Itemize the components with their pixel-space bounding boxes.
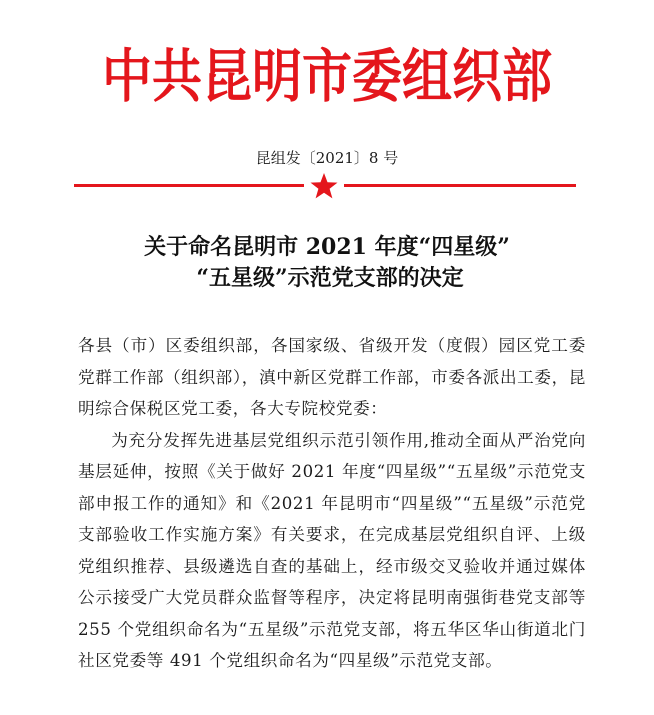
title-line-1: 关于命名昆明市 2021 年度“四星级” bbox=[144, 234, 510, 260]
issuer-masthead: 中共昆明市委组织部 bbox=[102, 41, 552, 110]
document-body bbox=[78, 330, 586, 677]
red-star-icon bbox=[309, 172, 339, 200]
document-title bbox=[0, 232, 654, 294]
red-divider bbox=[0, 170, 654, 200]
salutation: 各县（市）区委组织部，各国家级、省级开发（度假）园区党工委党群工作部（组织部），滇中新区党群工作部，市委各派出工委，昆明综合保税区党工委，各大专院校党委： bbox=[78, 336, 586, 418]
document-number: 昆组发〔2021〕8 号 bbox=[255, 149, 399, 167]
title-line-2: “五星级”示范党支部的决定 bbox=[196, 265, 464, 291]
divider-rule-left bbox=[74, 184, 304, 187]
divider-rule-right bbox=[344, 184, 576, 187]
body-paragraph-1: 为充分发挥先进基层党组织示范引领作用,推动全面从严治党向基层延伸，按照《关于做好 2021 年度“四星级”“五星级”示范党支部申报工作的通知》和《2021 年昆明市“四星级”“五星级”示范党支部验收工作实施方案》有关要求，在完成基层党组织自评、上级党组织推荐、县级遴选自查的基础上，经市级交叉验收并通过媒体公示接受广大党员群众监督等程序，决定将昆明南强街巷党支部等 255 个党组织命名为“五星级”示范党支部，将五华区华山街道北门社区党委等 491 个党组织命名为“四星级”示范党支部。 bbox=[78, 430, 586, 670]
